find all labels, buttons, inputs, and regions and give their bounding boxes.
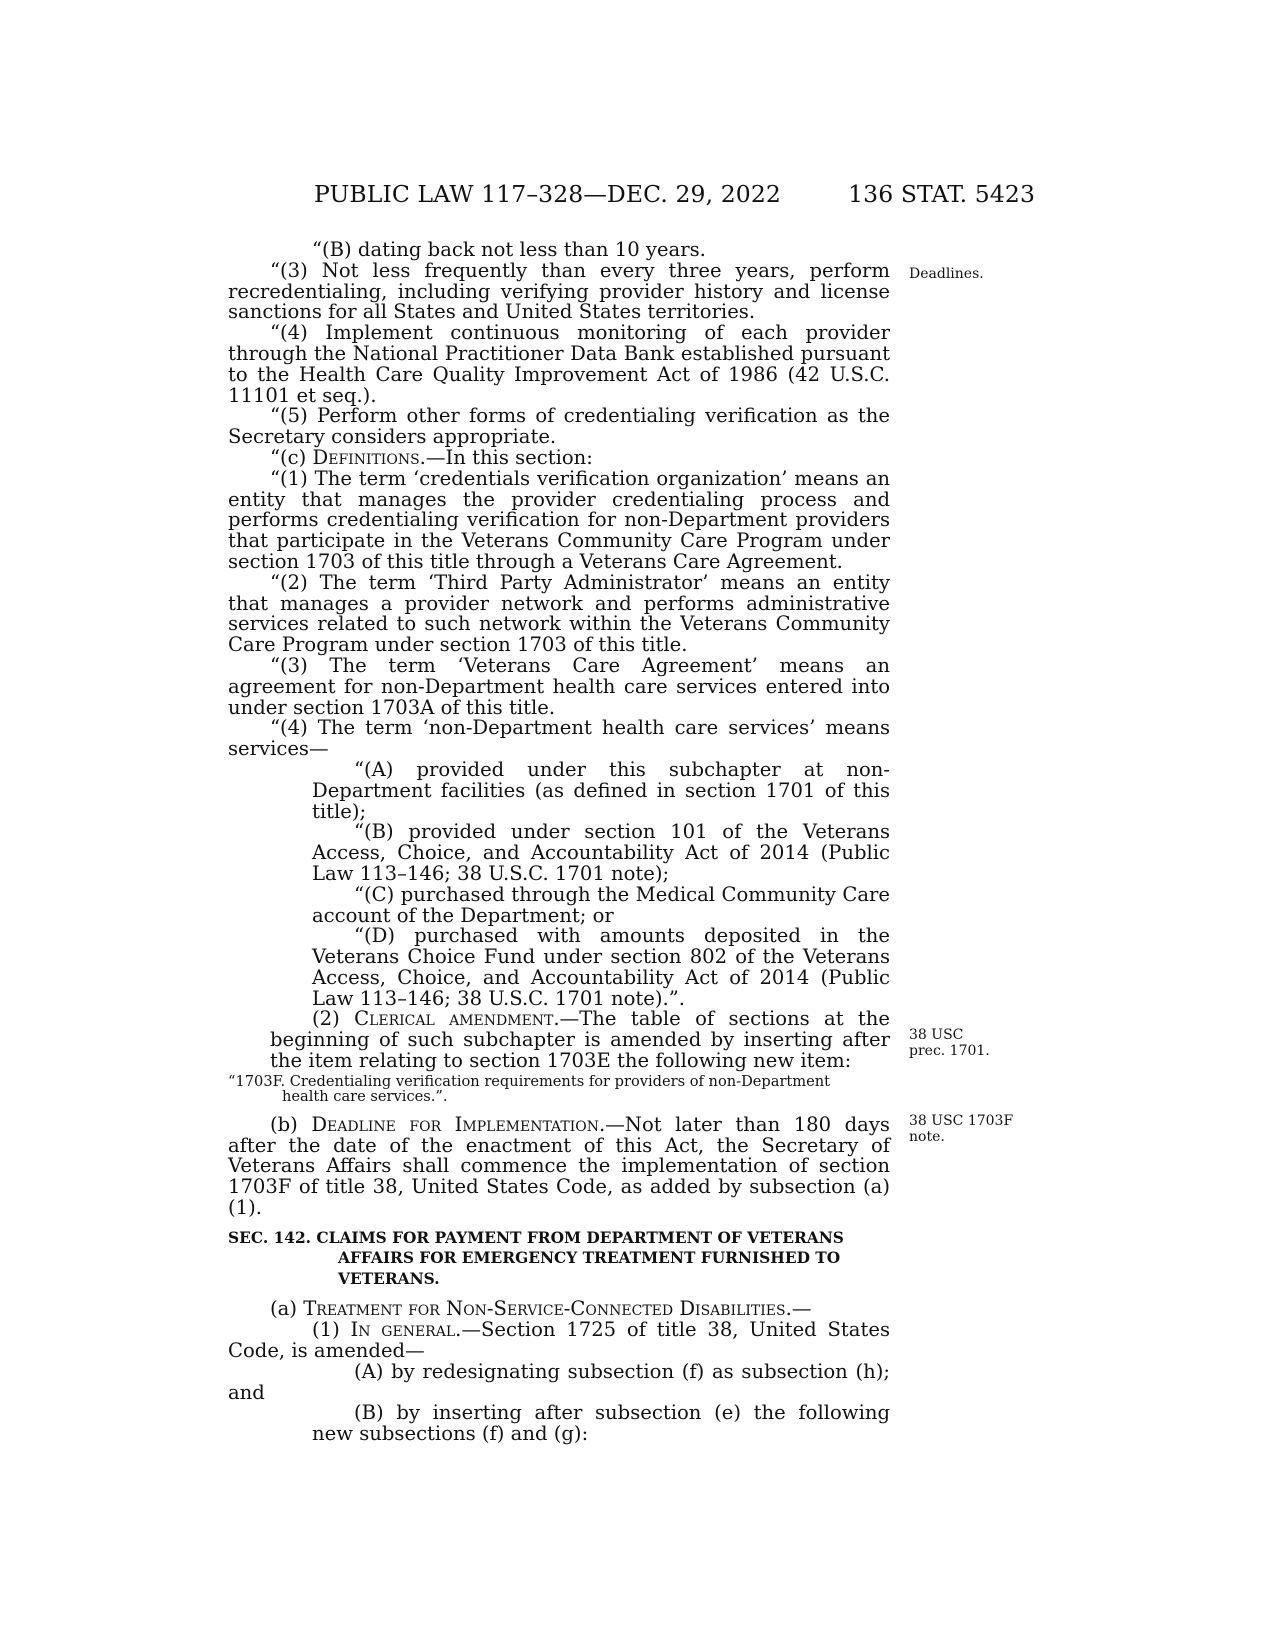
- clause-b: “(B) provided under section 101 of the Veterans Access, Choice, and Accountability Act of 2014 (Public Law 113–146; 38 U.S.C. 1701 note);: [312, 820, 890, 885]
- definition-2-tpa: “(2) The term ‘Third Party Administrator’ means an entity that manages a provider network and performs administrative services related to such network within the Veterans Community Care Program under section 1703 of this title.: [228, 570, 890, 657]
- paragraph-5-other-forms: “(5) Perform other forms of credentialing verification as the Secretary considers appropriate.: [228, 404, 890, 449]
- subparagraph-b-inserting: (B) by inserting after subsection (e) the following new subsections (f) and (g):: [312, 1401, 890, 1446]
- document-body: [228, 240, 890, 1445]
- table-of-sections-item: “1703F. Credentialing verification requirements for providers of non-Department health care services.”.: [228, 1072, 831, 1106]
- definition-3-vca: “(3) The term ‘Veterans Care Agreement’ means an agreement for non-Department health care services entered into under section 1703A of this title.: [228, 653, 890, 719]
- subsection-a-treatment: (a) Treatment for Non-Service-Connected Disabilities.—: [270, 1297, 812, 1321]
- clerical-amendment: (2) Clerical amendment.—The table of sections at the beginning of such subchapter is amended by inserting after the item relating to section 1703E the following new item:: [270, 1007, 890, 1073]
- margin-note-deadlines: Deadlines.: [909, 266, 984, 282]
- definition-1-cvo: “(1) The term ‘credentials verification organization’ means an entity that manages the provider credentialing process and performs credentialing verification for non-Department providers that participate in the Veterans Community Care Program under section 1703 of this title through a Veterans Care Agreement.: [228, 466, 890, 573]
- paragraph-b-dating: “(B) dating back not less than 10 years.: [312, 238, 706, 261]
- subparagraph-a-redesignating: (A) by redesignating subsection (f) as subsection (h); and: [228, 1359, 890, 1404]
- stat-page: 136 STAT. 5423: [848, 180, 1035, 208]
- law-title: PUBLIC LAW 117–328—DEC. 29, 2022: [314, 180, 781, 208]
- subsection-c-definitions: “(c) Definitions.—In this section:: [270, 445, 593, 469]
- clause-d: “(D) purchased with amounts deposited in the Veterans Choice Fund under section 802 of the Veterans Access, Choice, and Accountability Act of 2014 (Public Law 113–146; 38 U.S.C. 1701 note).”.: [312, 924, 890, 1010]
- definition-4-services: “(4) The term ‘non-Department health care services’ means services—: [228, 716, 890, 761]
- clause-c: “(C) purchased through the Medical Community Care account of the Department; or: [312, 882, 890, 927]
- section-142-heading: SEC. 142. CLAIMS FOR PAYMENT FROM DEPARTMENT OF VETERANS AFFAIRS FOR EMERGENCY TREATMENT FURNISHED TO VETERANS.: [228, 1228, 844, 1288]
- margin-note-usc-prec: 38 USC prec. 1701.: [909, 1027, 990, 1059]
- margin-note-usc-1703f: 38 USC 1703F note.: [909, 1113, 1014, 1145]
- clause-a: “(A) provided under this subchapter at non-Department facilities (as defined in section 1701 of this title);: [312, 757, 890, 823]
- paragraph-1-in-general: (1) In general.—Section 1725 of title 38, United States Code, is amended—: [228, 1318, 890, 1362]
- paragraph-4-monitoring: “(4) Implement continuous monitoring of each provider through the National Practitioner Data Bank established pursuant to the Health Care Quality Improvement Act of 1986 (42 U.S.C. 11101 et seq.).: [228, 321, 890, 407]
- paragraph-3-recredentialing: “(3) Not less frequently than every three years, perform recredentialing, including verifying provider history and license sanctions for all States and United States territories.: [228, 258, 890, 324]
- page-header: [314, 180, 1035, 208]
- subsection-b-deadline: (b) Deadline for Implementation.—Not later than 180 days after the date of the enactment of this Act, the Secretary of Veterans Affairs shall commence the implementation of section 1703F of title 38, United States Code, as added by subsection (a)(1).: [228, 1112, 890, 1220]
